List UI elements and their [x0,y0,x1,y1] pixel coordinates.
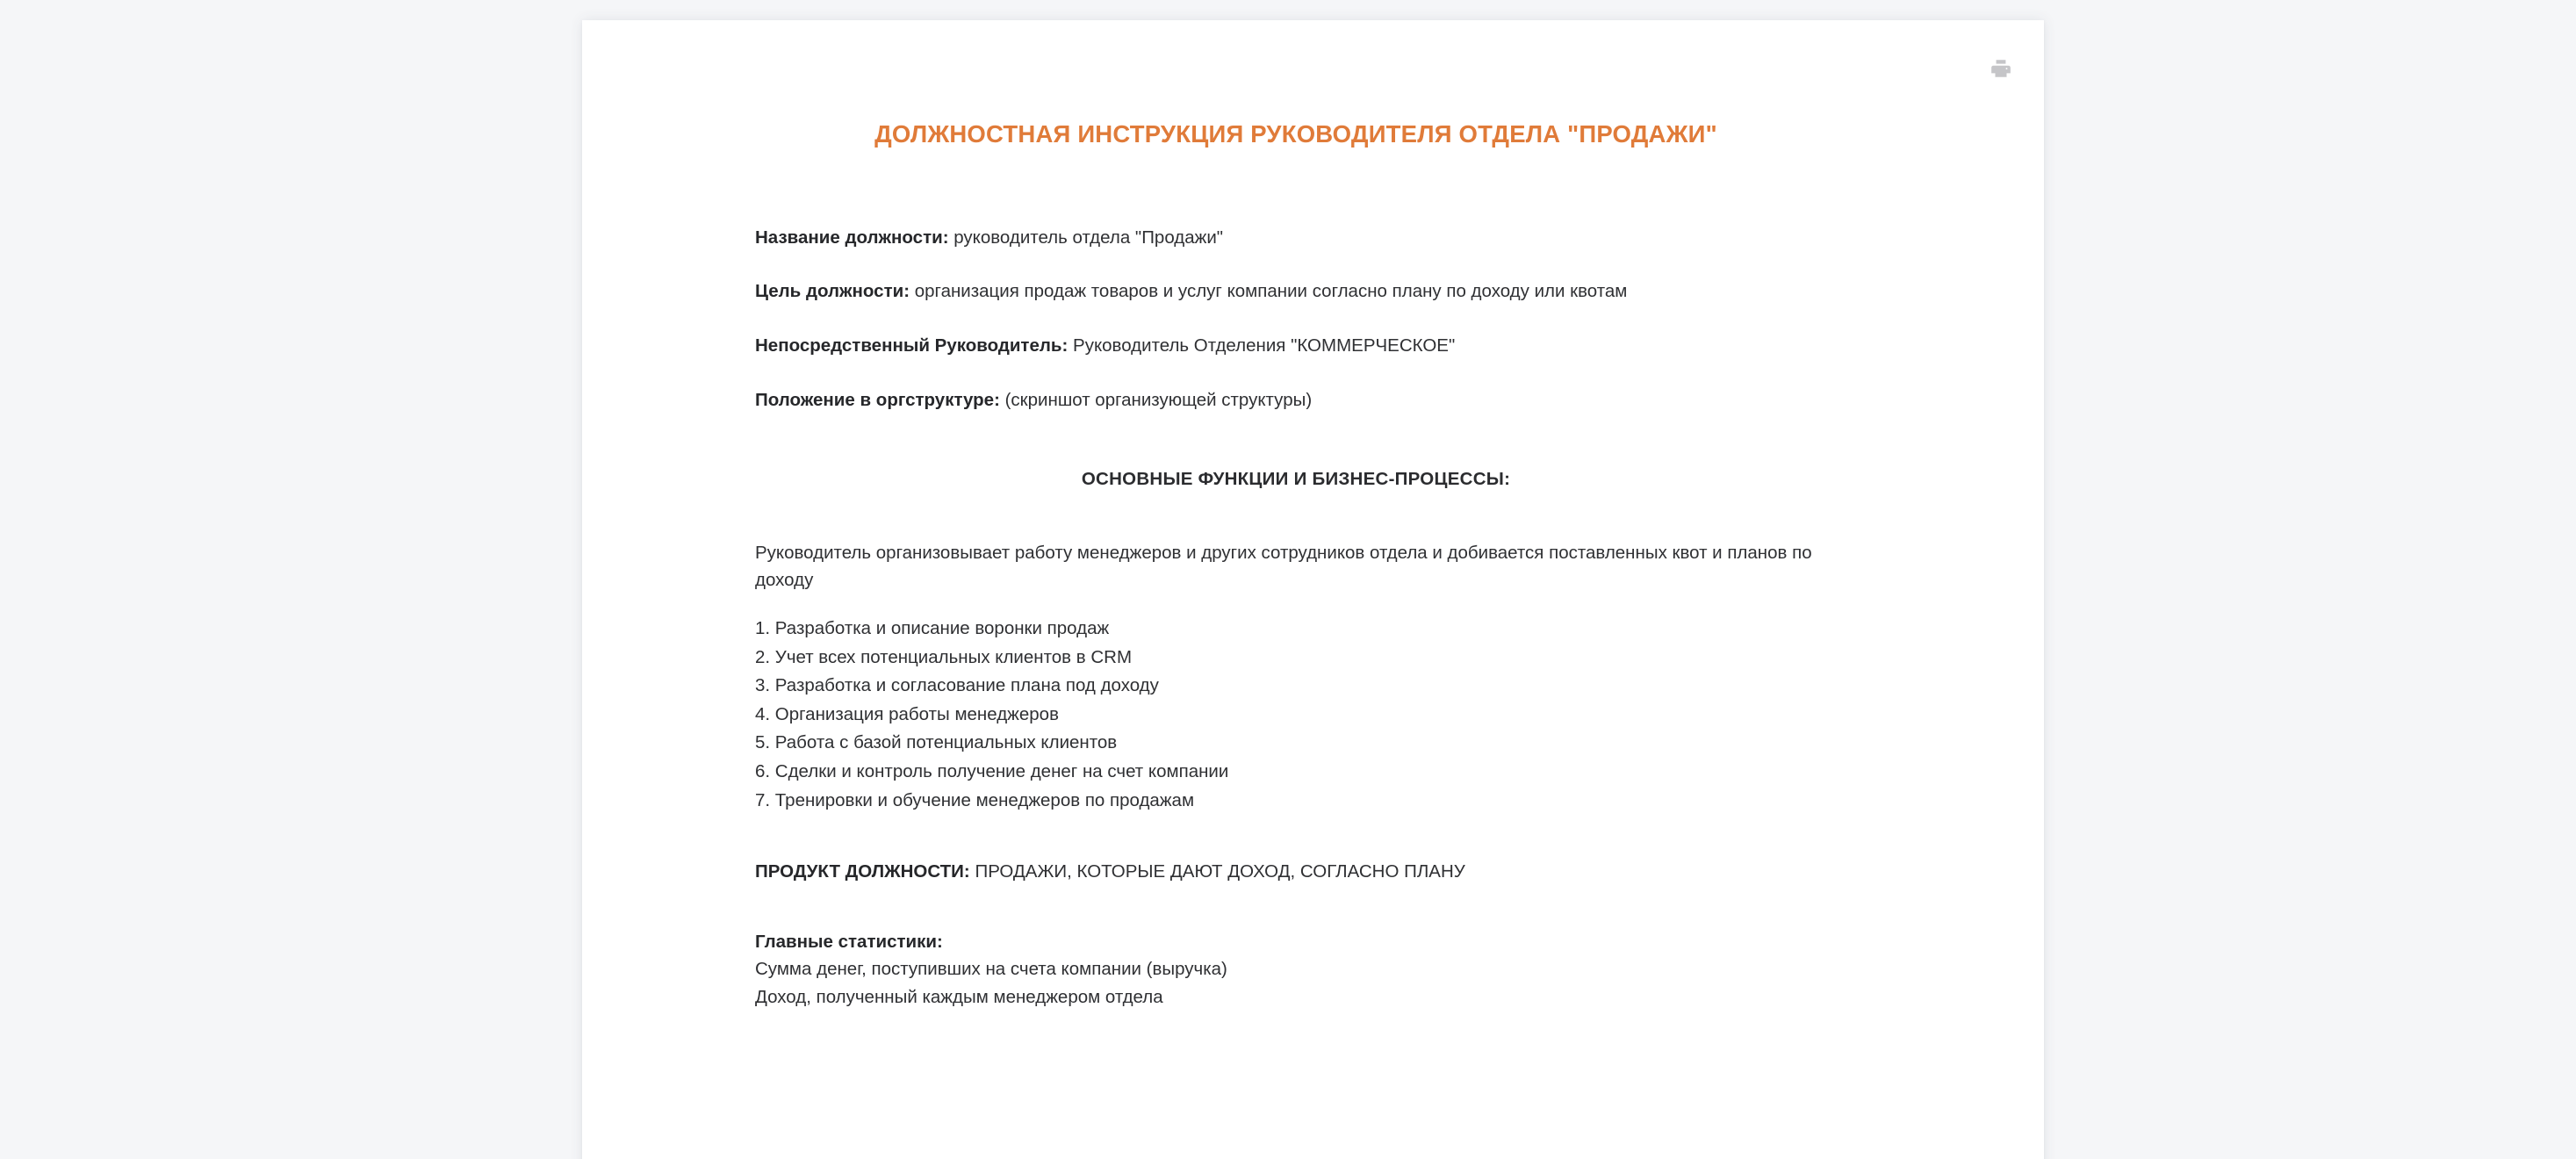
document-sheet [582,20,2044,1159]
field-value: (скриншот организующей структуры) [1004,389,1313,410]
print-button[interactable] [1982,50,2019,87]
field-value: Руководитель Отделения "КОММЕРЧЕСКОЕ" [1073,335,1456,356]
product-label: ПРОДУКТ ДОЛЖНОСТИ: [755,861,970,882]
functions-list [755,615,1837,815]
field-label: Непосредственный Руководитель: [755,335,1069,356]
field-position-purpose [755,278,1837,305]
field-org-structure-position [755,387,1837,414]
document-content [755,20,1837,1012]
field-value: руководитель отдела "Продажи" [953,227,1224,248]
field-label: Название должности: [755,227,949,248]
list-item: Сумма денег, поступивших на счета компании (выручка) [755,958,1227,979]
print-icon [1990,57,2012,80]
list-item: Доход, полученный каждым менеджером отдела [755,987,1163,1008]
section-heading-functions: ОСНОВНЫЕ ФУНКЦИИ И БИЗНЕС-ПРОЦЕССЫ: [1081,468,1511,489]
list-item: 2. Учет всех потенциальных клиентов в CRM [755,646,1133,667]
product-of-position [755,859,1837,885]
list-item: 5. Работа с базой потенциальных клиентов [755,732,1118,753]
list-item: 1. Разработка и описание воронки продаж [755,617,1110,638]
field-position-name [755,225,1837,251]
field-direct-manager [755,333,1837,359]
field-value: организация продаж товаров и услуг компании согласно плану по доходу или квотам [914,281,1628,302]
list-item: 4. Организация работы менеджеров [755,703,1059,724]
title-spacer [755,150,1837,225]
fields-block [755,225,1837,414]
list-item: 7. Тренировки и обучение менеджеров по продажам [755,789,1195,810]
statistics-heading: Главные статистики: [755,931,943,952]
list-item: 3. Разработка и согласование плана под доходу [755,675,1159,696]
page-title: ДОЛЖНОСТНАЯ ИНСТРУКЦИЯ РУКОВОДИТЕЛЯ ОТДЕЛА "ПРОДАЖИ" [874,120,1717,148]
list-item: 6. Сделки и контроль получение денег на счет компании [755,760,1229,781]
functions-lead-paragraph: Руководитель организовывает работу менеджеров и других сотрудников отдела и добивается поставленных квот и планов по доходу [755,542,1812,590]
field-label: Цель должности: [755,281,910,302]
statistics-block [755,929,1837,1012]
product-value: ПРОДАЖИ, КОТОРЫЕ ДАЮТ ДОХОД, СОГЛАСНО ПЛАНУ [975,861,1465,882]
field-label: Положение в оргструктуре: [755,389,1000,410]
statistics-list [755,955,1837,1012]
